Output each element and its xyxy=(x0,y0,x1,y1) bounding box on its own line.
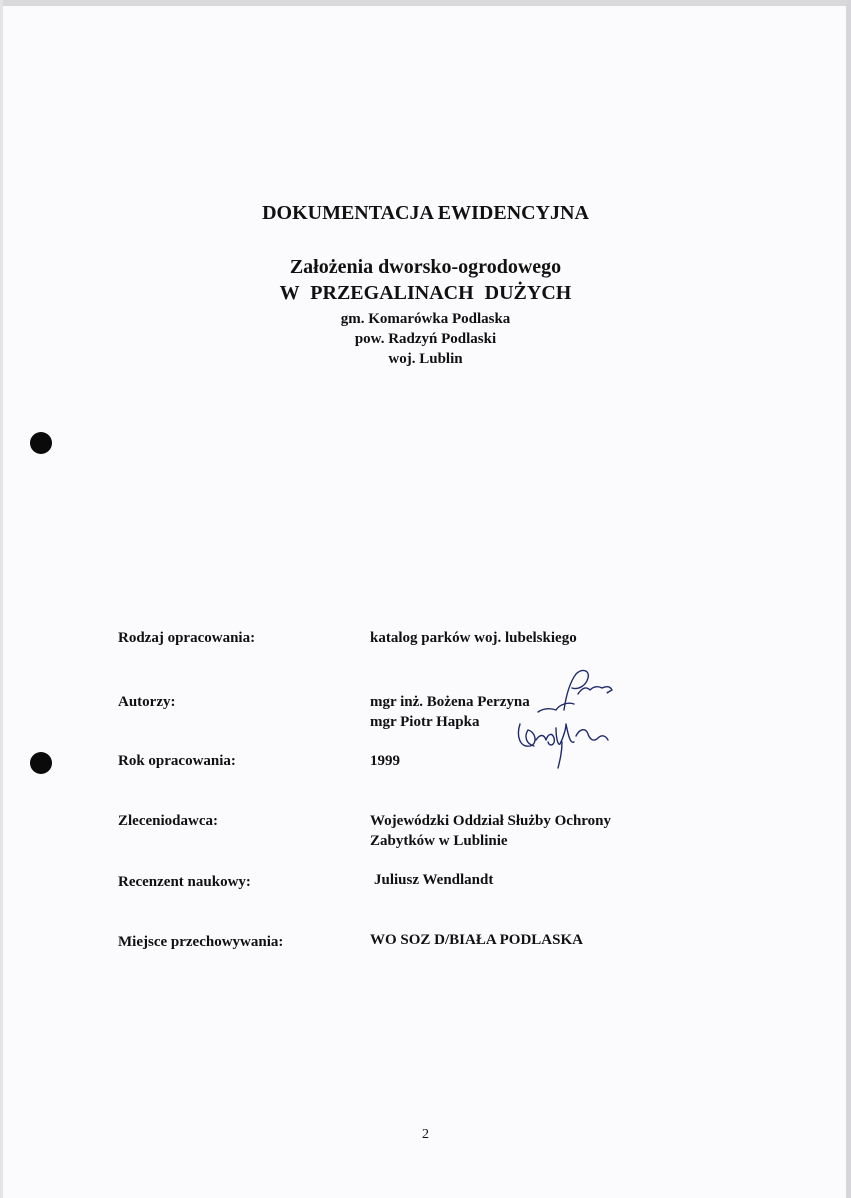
county-line: pow. Radzyń Podlaski xyxy=(354,331,497,347)
year-label: Rok opracowania: xyxy=(118,753,236,769)
year-value: 1999 xyxy=(370,753,400,769)
handwritten-signatures xyxy=(498,664,620,770)
document-title: DOKUMENTACJA EWIDENCYJNA xyxy=(262,202,589,224)
commune-line: gm. Komarówka Podlaska xyxy=(340,311,511,327)
document-subtitle-line2: W PRZEGALINACH DUŻYCH xyxy=(279,282,572,304)
client-value xyxy=(370,811,611,851)
reviewer-label: Recenzent naukowy: xyxy=(118,874,251,890)
author-2: mgr Piotr Hapka xyxy=(370,714,480,730)
author-1: mgr inż. Bożena Perzyna xyxy=(370,694,530,710)
page-number: 2 xyxy=(422,1127,429,1142)
punch-hole-upper xyxy=(30,432,52,454)
authors-label: Autorzy: xyxy=(118,694,176,710)
reviewer-value: Juliusz Wendlandt xyxy=(374,872,494,888)
voivodeship-line: woj. Lublin xyxy=(388,351,463,367)
storage-value: WO SOZ D/BIAŁA PODLASKA xyxy=(370,932,583,948)
client-line-1: Wojewódzki Oddział Służby Ochrony xyxy=(370,813,612,829)
scan-edge-right xyxy=(846,0,851,1198)
scan-edge-top xyxy=(0,0,851,6)
punch-hole-lower xyxy=(30,752,52,774)
client-label: Zleceniodawca: xyxy=(118,813,218,829)
type-value: katalog parków woj. lubelskiego xyxy=(370,630,577,646)
scan-edge-left xyxy=(0,0,3,1198)
document-subtitle-line1: Założenia dworsko-ogrodowego xyxy=(289,256,562,278)
type-label: Rodzaj opracowania: xyxy=(118,630,256,646)
client-line-2: Zabytków w Lublinie xyxy=(370,833,508,849)
storage-label: Miejsce przechowywania: xyxy=(118,934,284,950)
